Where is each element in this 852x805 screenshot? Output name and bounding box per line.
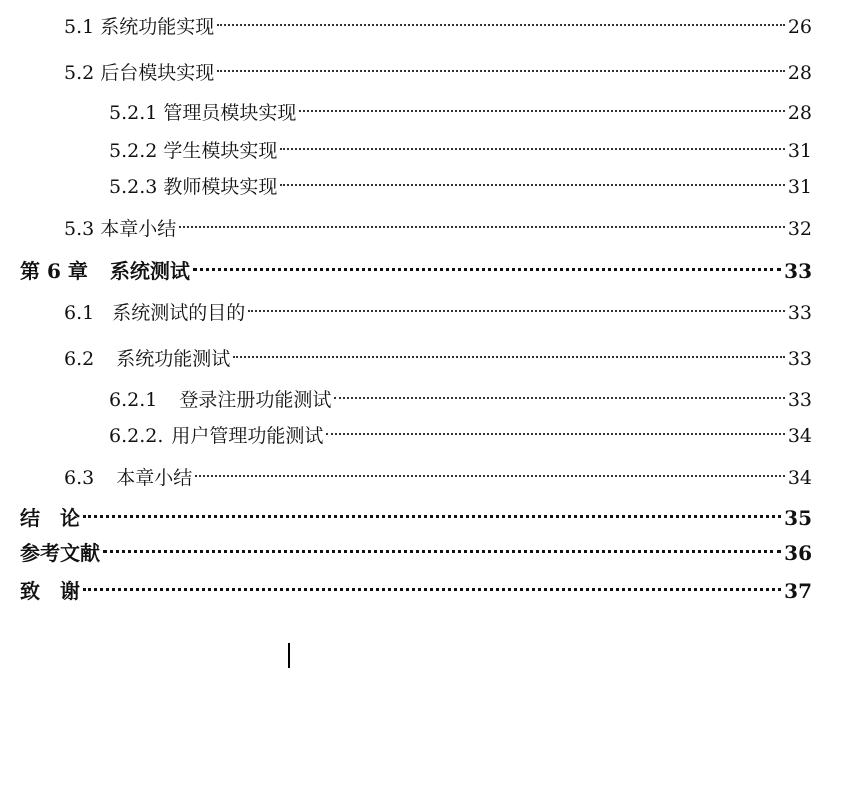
toc-entry-number: 6.2.1 [109, 389, 158, 411]
dot-leader [83, 568, 781, 598]
toc-entry-5-2-2[interactable] [109, 127, 812, 162]
toc-entry-title: 教师模块实现 [163, 176, 278, 198]
toc-entry-title: 用户管理功能测试 [171, 425, 324, 447]
toc-entry-page: 26 [787, 16, 812, 38]
toc-entry-title: 学生模块实现 [163, 140, 278, 162]
dot-leader [179, 205, 785, 235]
toc-entry-number: 5.2 [64, 62, 95, 84]
toc-entry-page: 36 [784, 541, 812, 565]
toc-entry-title: 致 谢 [20, 579, 80, 603]
toc-entry-chapter-6[interactable] [20, 248, 812, 283]
toc-entry-6-2-1[interactable] [109, 376, 812, 411]
dot-leader [217, 3, 785, 33]
toc-entry-6-2[interactable] [64, 335, 812, 370]
toc-entry-page: 33 [787, 302, 812, 324]
dot-leader [280, 127, 784, 157]
toc-entry-number: 5.2.2 [109, 140, 158, 162]
toc-entry-5-3[interactable] [64, 205, 812, 240]
toc-entry-page: 32 [787, 218, 812, 240]
toc-entry-number: 6.2.2. [109, 425, 164, 447]
toc-entry-page: 31 [787, 140, 812, 162]
toc-entry-references[interactable] [20, 530, 812, 565]
toc-entry-page: 34 [787, 467, 812, 489]
toc-entry-page: 35 [784, 506, 812, 530]
toc-entry-number: 6.3 [64, 467, 95, 489]
toc-entry-title: 系统测试的目的 [112, 302, 246, 324]
toc-entry-6-1[interactable] [64, 289, 812, 324]
toc-entry-5-2-3[interactable] [109, 163, 812, 198]
dot-leader [334, 376, 784, 406]
toc-entry-page: 37 [784, 579, 812, 603]
dot-leader [280, 163, 784, 193]
toc-entry-acknowledgements[interactable] [20, 568, 812, 603]
dot-leader [103, 530, 781, 560]
toc-entry-number: 5.1 [64, 16, 95, 38]
dot-leader [195, 454, 785, 484]
toc-entry-number: 6.1 [64, 302, 95, 324]
toc-entry-title: 本章小结 [116, 467, 193, 489]
toc-entry-5-2[interactable] [64, 49, 812, 84]
toc-entry-title: 参考文献 [20, 541, 100, 565]
toc-entry-conclusion[interactable] [20, 495, 812, 530]
toc-entry-title: 系统功能实现 [100, 16, 215, 38]
toc-entry-title: 登录注册功能测试 [179, 389, 332, 411]
dot-leader [83, 495, 781, 525]
toc-entry-title: 本章小结 [100, 218, 177, 240]
toc-entry-number: 第 6 章 [20, 259, 88, 283]
toc-entry-page: 33 [787, 348, 812, 370]
toc-entry-title: 后台模块实现 [100, 62, 215, 84]
toc-entry-page: 33 [784, 259, 812, 283]
toc-entry-number: 5.2.3 [109, 176, 158, 198]
toc-entry-title: 管理员模块实现 [163, 102, 297, 124]
toc-entry-page: 28 [787, 102, 812, 124]
toc-entry-page: 31 [787, 176, 812, 198]
toc-entry-6-2-2[interactable] [109, 412, 812, 447]
toc-entry-number: 5.2.1 [109, 102, 158, 124]
toc-entry-page: 34 [787, 425, 812, 447]
toc-entry-6-3[interactable] [64, 454, 812, 489]
toc-entry-page: 33 [787, 389, 812, 411]
toc-entry-title: 系统功能测试 [116, 348, 231, 370]
dot-leader [233, 335, 785, 365]
toc-entry-page: 28 [787, 62, 812, 84]
toc-entry-title: 结 论 [20, 506, 80, 530]
text-cursor [288, 643, 290, 668]
toc-entry-5-1[interactable] [64, 3, 812, 38]
dot-leader [299, 89, 784, 119]
toc-entry-title: 系统测试 [109, 259, 190, 283]
dot-leader [217, 49, 785, 79]
toc-entry-number: 6.2 [64, 348, 95, 370]
toc-entry-5-2-1[interactable] [109, 89, 812, 124]
dot-leader [248, 289, 785, 319]
dot-leader [193, 248, 781, 278]
dot-leader [326, 412, 784, 442]
toc-entry-number: 5.3 [64, 218, 95, 240]
